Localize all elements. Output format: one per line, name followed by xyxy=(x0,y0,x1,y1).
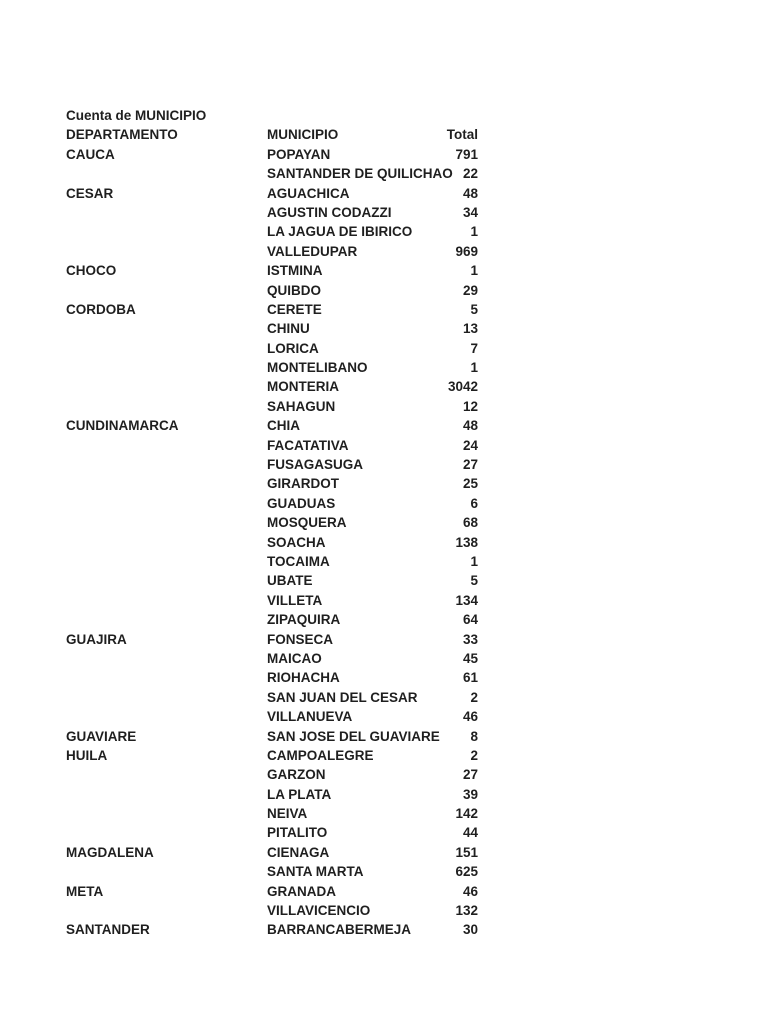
table-row xyxy=(66,358,478,377)
cell-total: 46 xyxy=(462,709,478,725)
table-row xyxy=(66,610,478,629)
cell-total: 22 xyxy=(462,166,478,182)
table-row xyxy=(66,707,478,726)
table-row xyxy=(66,319,478,338)
cell-total: 969 xyxy=(455,243,478,259)
cell-municipio: FONSECA xyxy=(267,631,334,647)
cell-departamento xyxy=(66,319,267,338)
cell-total: 2 xyxy=(470,689,478,705)
cell-total: 1 xyxy=(470,224,478,240)
table-row xyxy=(66,184,478,203)
cell-municipio: CHIA xyxy=(267,418,300,434)
cell-total: 45 xyxy=(462,650,478,666)
pivot-title: Cuenta de MUNICIPIO xyxy=(66,108,207,123)
table-row xyxy=(66,242,478,261)
cell-departamento xyxy=(66,533,267,552)
table-row xyxy=(66,397,478,416)
cell-municipio: GIRARDOT xyxy=(267,476,339,492)
cell-departamento xyxy=(66,455,267,474)
table-row xyxy=(66,145,478,164)
cell-departamento: CESAR xyxy=(66,185,114,201)
table-row xyxy=(66,862,478,881)
cell-departamento xyxy=(66,668,267,687)
cell-municipio: CIENAGA xyxy=(267,844,330,860)
cell-total: 48 xyxy=(462,418,478,434)
cell-total: 142 xyxy=(455,806,478,822)
cell-departamento xyxy=(66,707,267,726)
cell-municipio: MONTELIBANO xyxy=(267,360,368,376)
table-row xyxy=(66,261,478,280)
cell-total: 61 xyxy=(462,670,478,686)
cell-departamento: META xyxy=(66,883,104,899)
cell-total: 39 xyxy=(462,786,478,802)
cell-total: 8 xyxy=(470,728,478,744)
column-header-departamento: DEPARTAMENTO xyxy=(66,127,178,143)
cell-total: 132 xyxy=(455,903,478,919)
cell-departamento: MAGDALENA xyxy=(66,844,154,860)
cell-municipio: SAHAGUN xyxy=(267,398,336,414)
cell-municipio: ISTMINA xyxy=(267,263,323,279)
cell-departamento xyxy=(66,571,267,590)
cell-departamento: CAUCA xyxy=(66,146,115,162)
cell-municipio: VALLEDUPAR xyxy=(267,243,358,259)
table-row xyxy=(66,416,478,435)
cell-total: 138 xyxy=(455,534,478,550)
cell-total: 5 xyxy=(470,301,478,317)
cell-total: 151 xyxy=(455,844,478,860)
table-row xyxy=(66,513,478,532)
table-row xyxy=(66,823,478,842)
cell-total: 25 xyxy=(462,476,478,492)
cell-municipio: GRANADA xyxy=(267,883,336,899)
cell-total: 2 xyxy=(470,747,478,763)
column-header-total: Total xyxy=(446,127,478,143)
table-row xyxy=(66,377,478,396)
cell-municipio: POPAYAN xyxy=(267,146,331,162)
cell-departamento: SANTANDER xyxy=(66,922,150,938)
cell-total: 1 xyxy=(470,553,478,569)
table-row xyxy=(66,804,478,823)
cell-departamento xyxy=(66,823,267,842)
table-row xyxy=(66,281,478,300)
cell-departamento xyxy=(66,164,267,183)
cell-departamento xyxy=(66,513,267,532)
cell-municipio: TOCAIMA xyxy=(267,553,330,569)
cell-municipio: SANTANDER DE QUILICHAO xyxy=(267,166,453,182)
cell-departamento: CORDOBA xyxy=(66,301,136,317)
cell-municipio: SOACHA xyxy=(267,534,326,550)
cell-municipio: MAICAO xyxy=(267,650,322,666)
cell-municipio: RIOHACHA xyxy=(267,670,340,686)
table-row xyxy=(66,882,478,901)
column-header-municipio: MUNICIPIO xyxy=(267,127,339,143)
table-row xyxy=(66,668,478,687)
cell-departamento xyxy=(66,610,267,629)
cell-municipio: MOSQUERA xyxy=(267,515,347,531)
table-row xyxy=(66,164,478,183)
table-row xyxy=(66,630,478,649)
cell-departamento: CUNDINAMARCA xyxy=(66,418,179,434)
table-row xyxy=(66,785,478,804)
cell-municipio: LA JAGUA DE IBIRICO xyxy=(267,224,413,240)
table-body xyxy=(66,145,478,940)
cell-municipio: NEIVA xyxy=(267,806,308,822)
pivot-table-sheet xyxy=(66,106,478,940)
table-row xyxy=(66,843,478,862)
cell-municipio: FACATATIVA xyxy=(267,437,349,453)
cell-departamento xyxy=(66,281,267,300)
cell-total: 12 xyxy=(462,398,478,414)
cell-departamento xyxy=(66,339,267,358)
cell-total: 29 xyxy=(462,282,478,298)
cell-total: 625 xyxy=(455,864,478,880)
cell-municipio: GUADUAS xyxy=(267,495,336,511)
cell-municipio: SAN JOSE DEL GUAVIARE xyxy=(267,728,440,744)
cell-departamento xyxy=(66,494,267,513)
cell-departamento xyxy=(66,242,267,261)
cell-municipio: AGUACHICA xyxy=(267,185,350,201)
cell-municipio: FUSAGASUGA xyxy=(267,457,364,473)
cell-departamento xyxy=(66,591,267,610)
cell-total: 24 xyxy=(462,437,478,453)
table-row xyxy=(66,688,478,707)
cell-departamento xyxy=(66,785,267,804)
cell-municipio: LORICA xyxy=(267,340,319,356)
cell-total: 5 xyxy=(470,573,478,589)
cell-departamento: GUAJIRA xyxy=(66,631,127,647)
cell-total: 33 xyxy=(462,631,478,647)
table-row xyxy=(66,765,478,784)
cell-departamento xyxy=(66,862,267,881)
cell-departamento xyxy=(66,436,267,455)
cell-total: 46 xyxy=(462,883,478,899)
cell-municipio: SANTA MARTA xyxy=(267,864,364,880)
cell-departamento xyxy=(66,765,267,784)
cell-total: 1 xyxy=(470,360,478,376)
cell-departamento xyxy=(66,901,267,920)
cell-municipio: VILLAVICENCIO xyxy=(267,903,371,919)
cell-total: 44 xyxy=(462,825,478,841)
table-row xyxy=(66,552,478,571)
table-row xyxy=(66,455,478,474)
table-row xyxy=(66,727,478,746)
cell-total: 791 xyxy=(455,146,478,162)
cell-departamento xyxy=(66,804,267,823)
table-header-row xyxy=(66,125,478,144)
cell-total: 64 xyxy=(462,612,478,628)
cell-departamento: CHOCO xyxy=(66,263,117,279)
cell-municipio: VILLETA xyxy=(267,592,323,608)
cell-total: 6 xyxy=(470,495,478,511)
cell-municipio: SAN JUAN DEL CESAR xyxy=(267,689,418,705)
cell-total: 134 xyxy=(455,592,478,608)
table-row xyxy=(66,474,478,493)
cell-total: 48 xyxy=(462,185,478,201)
table-row xyxy=(66,920,478,939)
cell-departamento xyxy=(66,552,267,571)
table-row xyxy=(66,436,478,455)
cell-total: 30 xyxy=(462,922,478,938)
cell-municipio: CHINU xyxy=(267,321,310,337)
cell-municipio: LA PLATA xyxy=(267,786,332,802)
cell-municipio: GARZON xyxy=(267,767,326,783)
cell-departamento xyxy=(66,474,267,493)
cell-departamento xyxy=(66,688,267,707)
cell-departamento xyxy=(66,203,267,222)
table-row xyxy=(66,533,478,552)
cell-departamento xyxy=(66,358,267,377)
cell-total: 27 xyxy=(462,457,478,473)
cell-municipio: ZIPAQUIRA xyxy=(267,612,341,628)
cell-municipio: QUIBDO xyxy=(267,282,321,298)
cell-municipio: VILLANUEVA xyxy=(267,709,353,725)
cell-total: 13 xyxy=(462,321,478,337)
table-row xyxy=(66,300,478,319)
cell-departamento xyxy=(66,377,267,396)
table-row xyxy=(66,649,478,668)
table-row xyxy=(66,203,478,222)
cell-municipio: PITALITO xyxy=(267,825,328,841)
cell-total: 68 xyxy=(462,515,478,531)
cell-total: 34 xyxy=(462,204,478,220)
cell-departamento: HUILA xyxy=(66,747,108,763)
cell-municipio: CAMPOALEGRE xyxy=(267,747,374,763)
cell-departamento xyxy=(66,649,267,668)
cell-municipio: CERETE xyxy=(267,301,322,317)
cell-municipio: AGUSTIN CODAZZI xyxy=(267,204,392,220)
cell-total: 1 xyxy=(470,263,478,279)
table-row xyxy=(66,591,478,610)
cell-municipio: UBATE xyxy=(267,573,313,589)
table-row xyxy=(66,222,478,241)
cell-municipio: MONTERIA xyxy=(267,379,339,395)
table-row xyxy=(66,494,478,513)
cell-total: 3042 xyxy=(447,379,478,395)
table-row xyxy=(66,901,478,920)
table-row xyxy=(66,746,478,765)
cell-total: 27 xyxy=(462,767,478,783)
table-row xyxy=(66,339,478,358)
cell-departamento xyxy=(66,222,267,241)
cell-municipio: BARRANCABERMEJA xyxy=(267,922,412,938)
cell-total: 7 xyxy=(470,340,478,356)
table-row xyxy=(66,571,478,590)
cell-departamento: GUAVIARE xyxy=(66,728,137,744)
cell-departamento xyxy=(66,397,267,416)
